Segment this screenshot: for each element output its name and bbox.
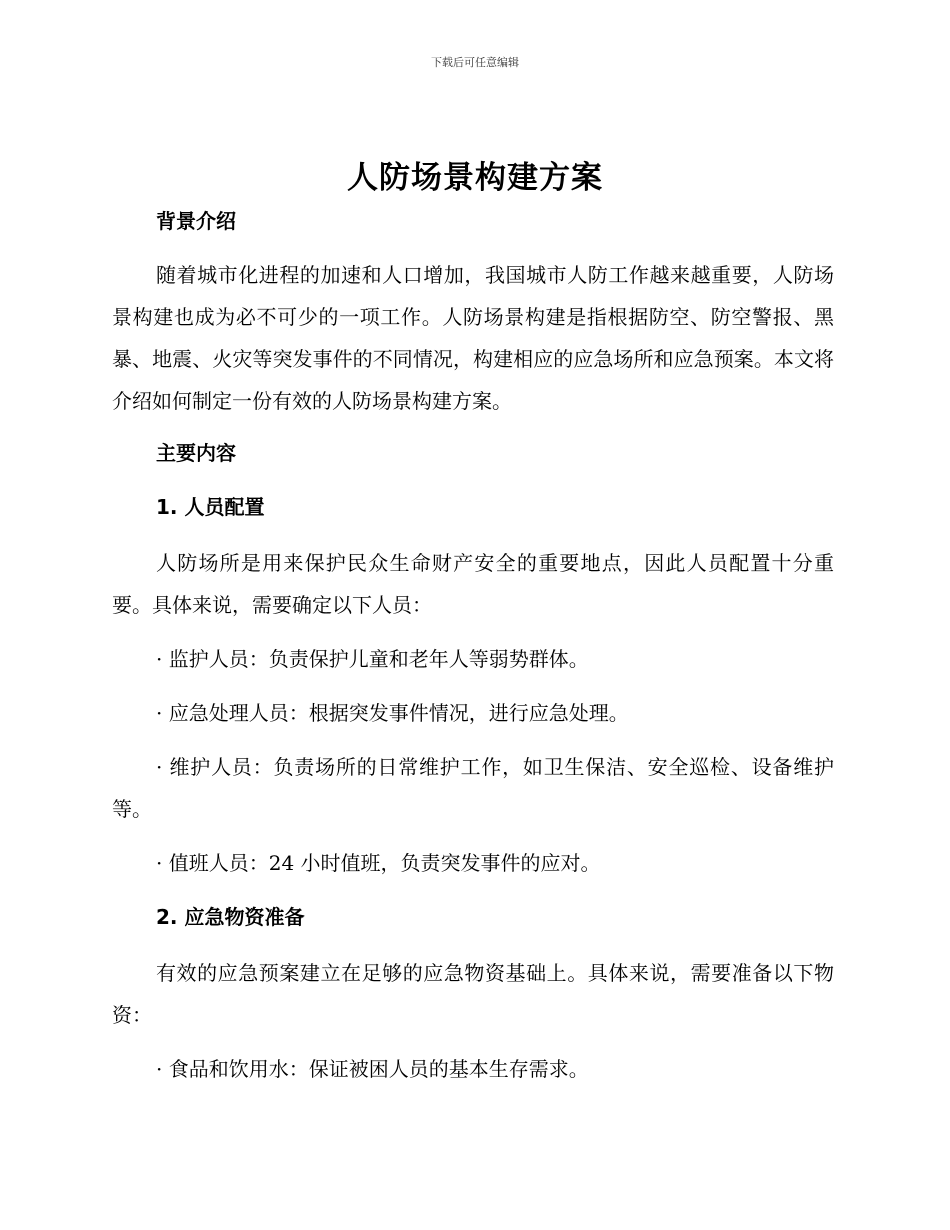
background-paragraph: 随着城市化进程的加速和人口增加，我国城市人防工作越来越重要，人防场景构建也成为必不可少的一项工作。人防场景构建是指根据防空、防空警报、黑暴、地震、火灾等突发事件的不同情况，构建相应的应急场所和应急预案。本文将介绍如何制定一份有效的人防场景构建方案。 <box>112 263 834 413</box>
list-item: · 应急处理人员：根据突发事件情况，进行应急处理。 <box>156 701 629 725</box>
subsection-heading-supplies: 2. 应急物资准备 <box>156 905 305 929</box>
list-item: · 监护人员：负责保护儿童和老年人等弱势群体。 <box>156 647 589 671</box>
section-heading-main: 主要内容 <box>156 441 236 465</box>
document-body <box>112 202 834 1090</box>
staff-intro-paragraph: 人防场所是用来保护民众生命财产安全的重要地点，因此人员配置十分重要。具体来说，需要确定以下人员： <box>112 551 834 617</box>
section-heading-background: 背景介绍 <box>156 209 236 233</box>
document-title: 人防场景构建方案 <box>347 160 603 196</box>
list-item: · 食品和饮用水：保证被困人员的基本生存需求。 <box>156 1057 589 1081</box>
supplies-intro-paragraph: 有效的应急预案建立在足够的应急物资基础上。具体来说，需要准备以下物资： <box>112 961 834 1027</box>
subsection-heading-staff: 1. 人员配置 <box>156 495 265 519</box>
page-header-note: 下载后可任意编辑 <box>431 56 519 69</box>
list-item: · 维护人员：负责场所的日常维护工作，如卫生保洁、安全巡检、设备维护等。 <box>112 755 834 821</box>
list-item: · 值班人员：24 小时值班，负责突发事件的应对。 <box>156 851 601 875</box>
